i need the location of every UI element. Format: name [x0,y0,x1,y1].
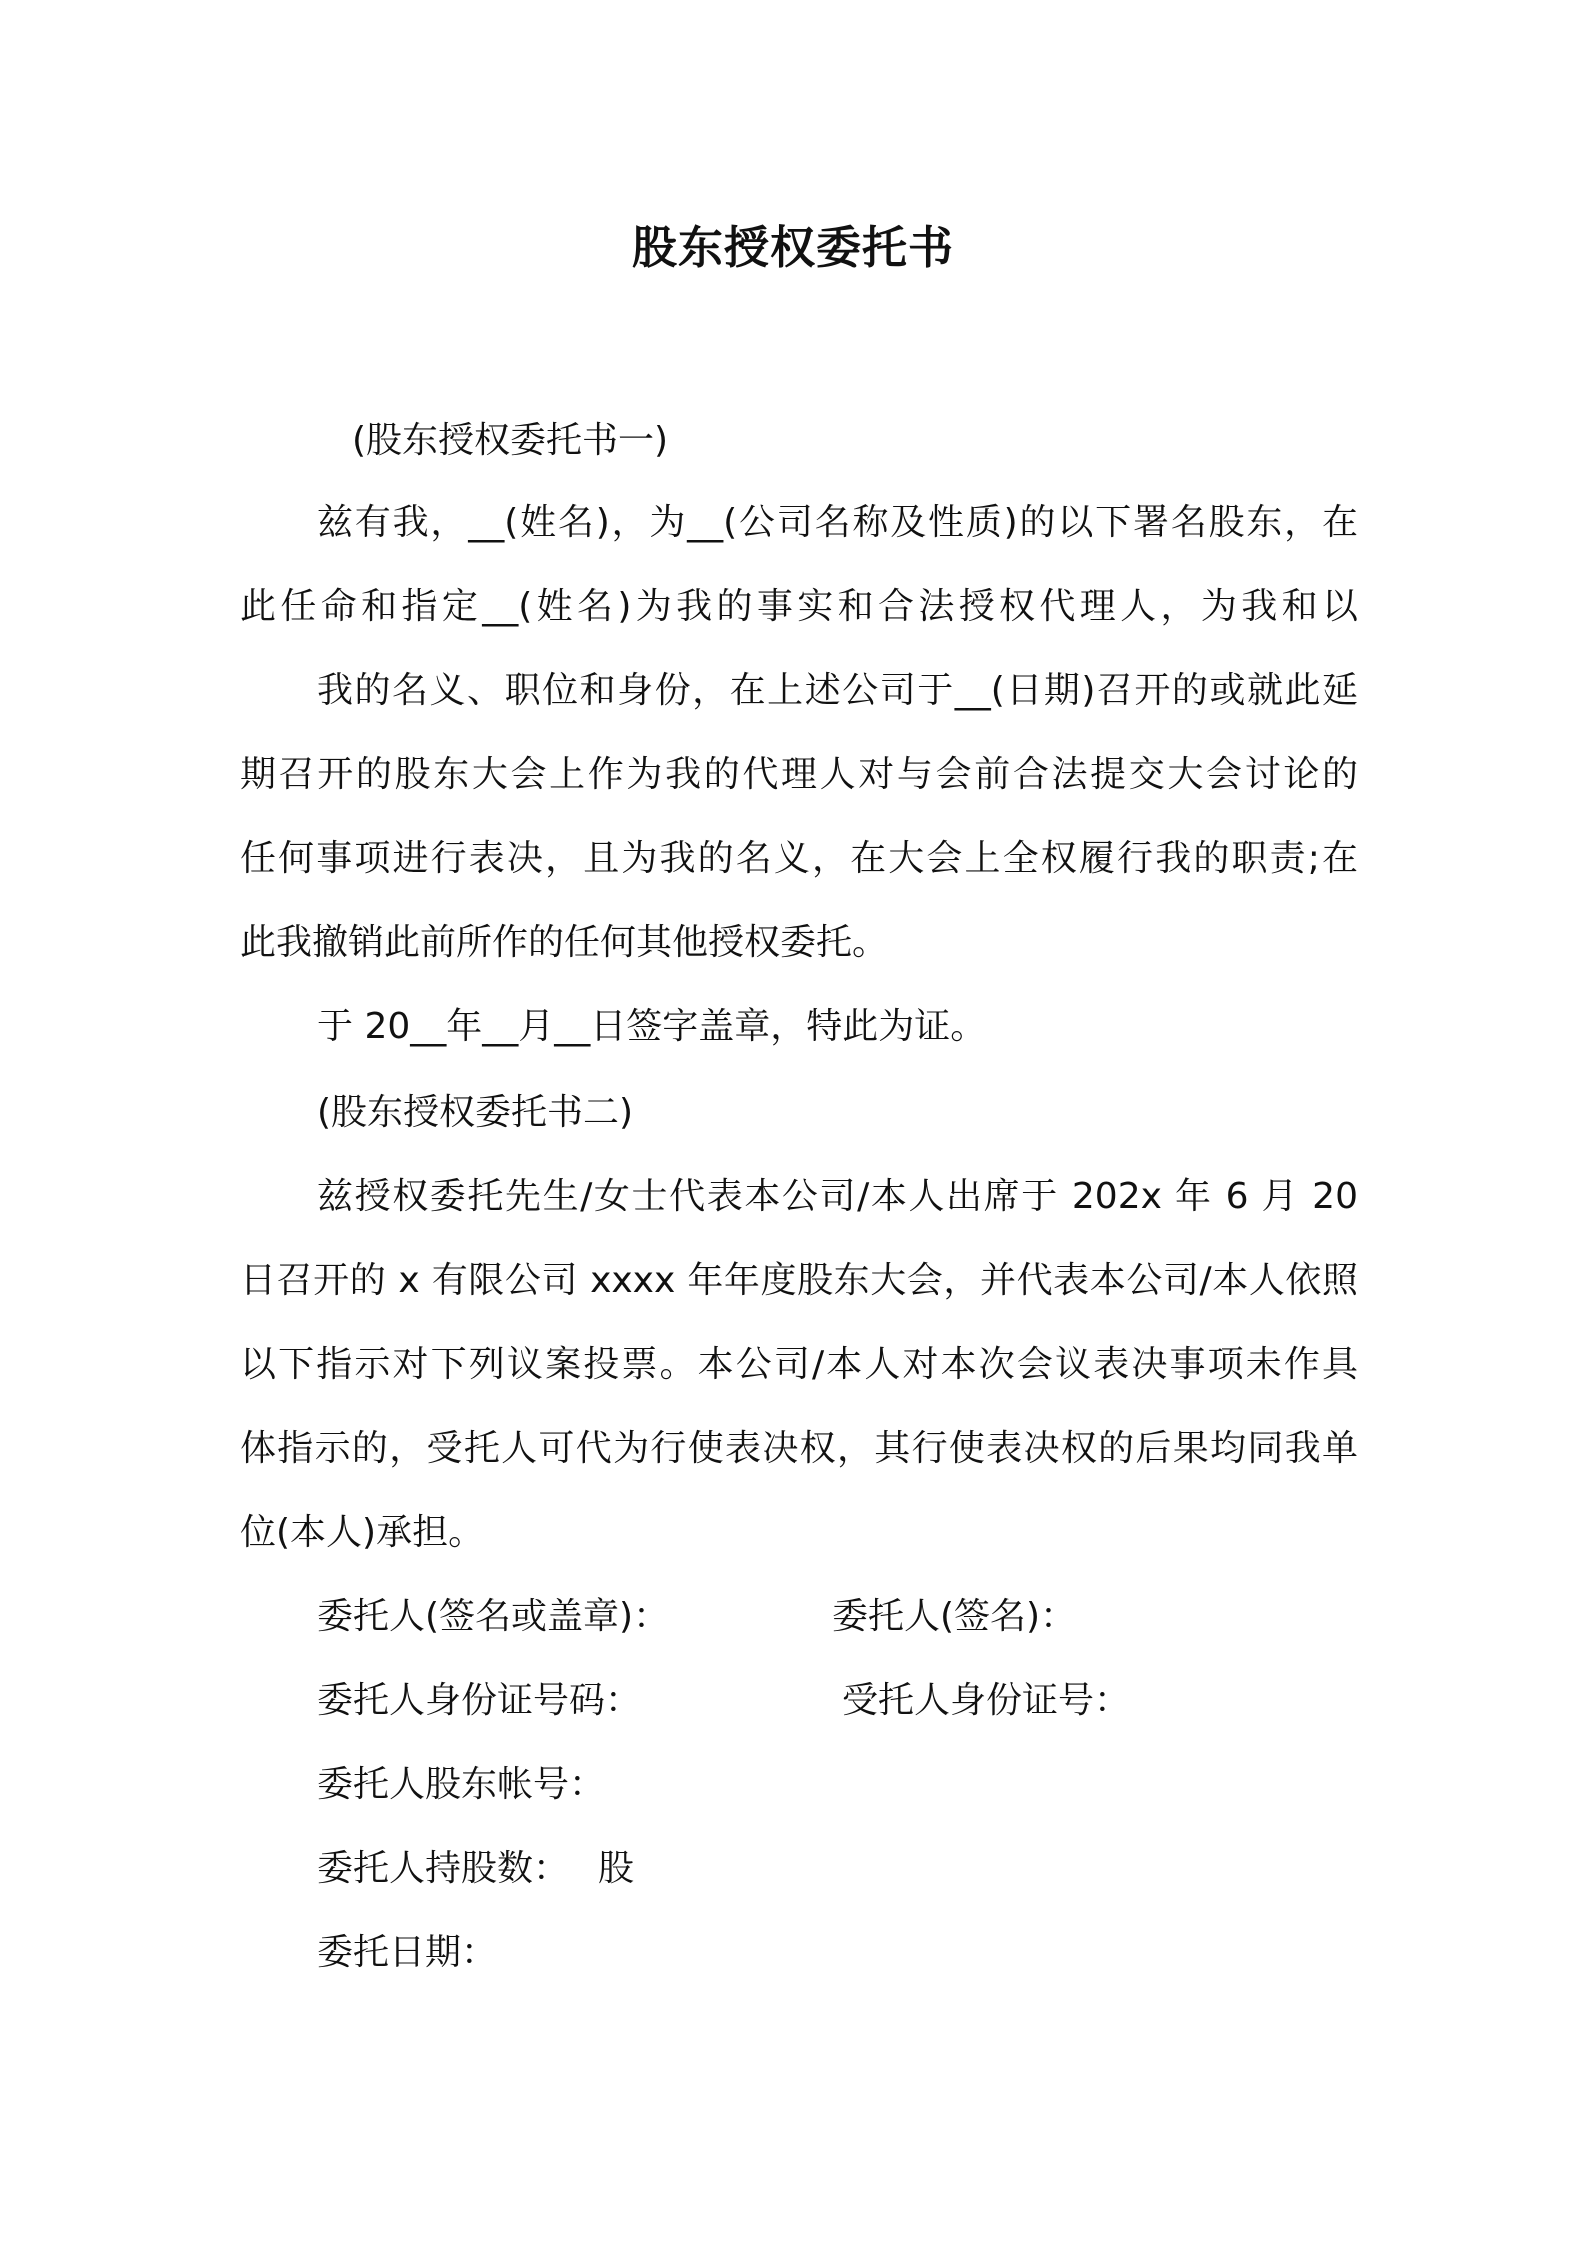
part2-line-2: 日召开的 x 有限公司 xxxx 年年度股东大会，并代表本公司/本人依照 [240,1260,1358,1301]
part1-line-2: 此任命和指定__(姓名)为我的事实和合法授权代理人，为我和以 [240,586,1358,627]
part1-line-5: 任何事项进行表决，且为我的名义，在大会上全权履行我的职责;在 [240,838,1358,879]
part2-line-1: 兹授权委托先生/女士代表本公司/本人出席于 202x 年 6 月 20 [317,1176,1358,1217]
shares-unit: 股 [598,1848,635,1889]
shareholder-account-label: 委托人股东帐号： [317,1764,606,1805]
principal-signature-label: 委托人(签名或盖章)： [317,1596,670,1637]
part1-line-4: 期召开的股东大会上作为我的代理人对与会前合法提交大会讨论的 [240,754,1358,795]
part2-line-5: 位(本人)承担。 [240,1512,485,1553]
part1-heading: (股东授权委托书一) [352,420,669,461]
agent-signature-label: 委托人(签名)： [832,1596,1077,1637]
document-title: 股东授权委托书 [631,221,954,274]
agent-id-label: 受托人身份证号： [842,1680,1131,1721]
part2-line-4: 体指示的，受托人可代为行使表决权，其行使表决权的后果均同我单 [240,1428,1358,1469]
shares-held-label: 委托人持股数： [317,1848,570,1889]
part1-line-1: 兹有我，__(姓名)，为__(公司名称及性质)的以下署名股东，在 [317,502,1358,543]
principal-id-label: 委托人身份证号码： [317,1680,642,1721]
date-label: 委托日期： [317,1932,498,1973]
part1-line-3: 我的名义、职位和身份，在上述公司于__(日期)召开的或就此延 [317,670,1358,711]
part1-line-7: 于 20__年__月__日签字盖章，特此为证。 [317,1006,987,1047]
part2-line-3: 以下指示对下列议案投票。本公司/本人对本次会议表决事项未作具 [240,1344,1358,1385]
part1-line-6: 此我撤销此前所作的任何其他授权委托。 [240,922,889,963]
part2-heading: (股东授权委托书二) [317,1092,634,1133]
